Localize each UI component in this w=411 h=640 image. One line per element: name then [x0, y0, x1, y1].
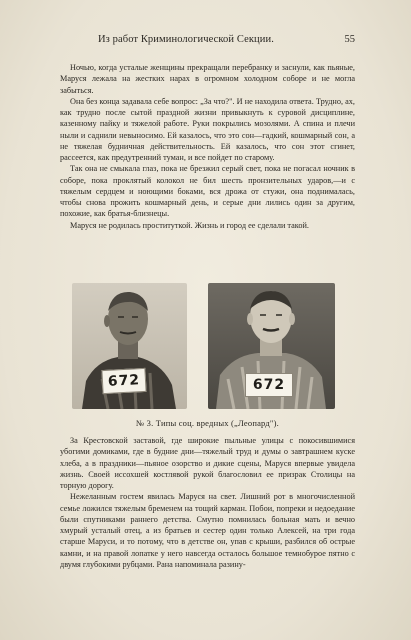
mugshot-photo-left — [72, 283, 187, 409]
top-text-block — [60, 62, 355, 231]
paragraph: Так она не смыкала глаз, пока не брезжил серый свет, пока не погасал ночник в соборе, пока проклятый колокол не бил шесть пронзительных ударов,—и с тяжелым сердцем и ноющими боками, вся дрожа от стужи, она поднималась, чтобы снова прожить кошмарный день, и серые дни лились один за другим, похожие, как братья-близнецы. — [60, 164, 355, 219]
figure-caption: № 3. Типы соц. вредных („Леопард"). — [136, 418, 279, 428]
running-title: Из работ Криминологической Секции. — [98, 34, 274, 45]
photo-plate — [60, 283, 355, 415]
paragraph: Она без конца задавала себе вопрос: „За что?". И не находила ответа. Трудно, ах, как трудно после сытой праздной жизни привыкнуть к суровой дисциплине, казенному пайку и тяжелой работе. Руки покрылись мозолями. А спина и плечи ныли и саднили невыносимо. Ей казалось, что это сон—гадкий, кошмарный сон, а не тяжелая будничная действительность. Ей казалось, что сон этот сгинет, рассеется, как предутренний туман, и все пойдет по старому. — [60, 96, 355, 162]
paragraph: Маруся не родилась проституткой. Жизнь и город ее сделали такой. — [70, 220, 309, 230]
page-number: 55 — [344, 34, 355, 45]
prisoner-number-card: 672 — [101, 368, 146, 394]
paragraph: Ночью, когда усталые женщины прекращали перебранку и заснули, как пьяные, Маруся лежала на жестких нарах в огромном холодном соборе и не могла забыться. — [60, 63, 355, 95]
bottom-text-block — [60, 435, 355, 570]
prisoner-number-card: 672 — [245, 373, 293, 397]
running-header — [60, 34, 355, 48]
paragraph: Нежеланным гостем явилась Маруся на свет. Лишний рот в многочисленной семье ложился тяжелым бременем на тощий карман. Побои, попреки и недоедание были спутниками раннего детства. Смутно помнилась больная мать и вечно хмурый усталый отец, а из братьев и сестер один только Алексей, на три года старше Маруси, и то потому, что в детстве он, упав с крыши, разбился об острые камни, и на правой лопатке у него навсегда осталось большое темнобурое пятно с двумя глубокими рубцами. Рана напоминала разину- — [60, 492, 355, 569]
mugshot-photo-right — [208, 283, 335, 409]
paragraph: За Крестовской заставой, где широкие пыльные улицы с покосившимися убогими домиками, где в будние дни—тяжелый труд и думы о завтрашнем куске хлеба, а в праздники—пьяное озорство и дикие сцены, Маруся впервые увидела жизнь. Своей иссохшей костлявой рукой благословил ее призрак Столицы на торную дорогу. — [60, 436, 355, 490]
